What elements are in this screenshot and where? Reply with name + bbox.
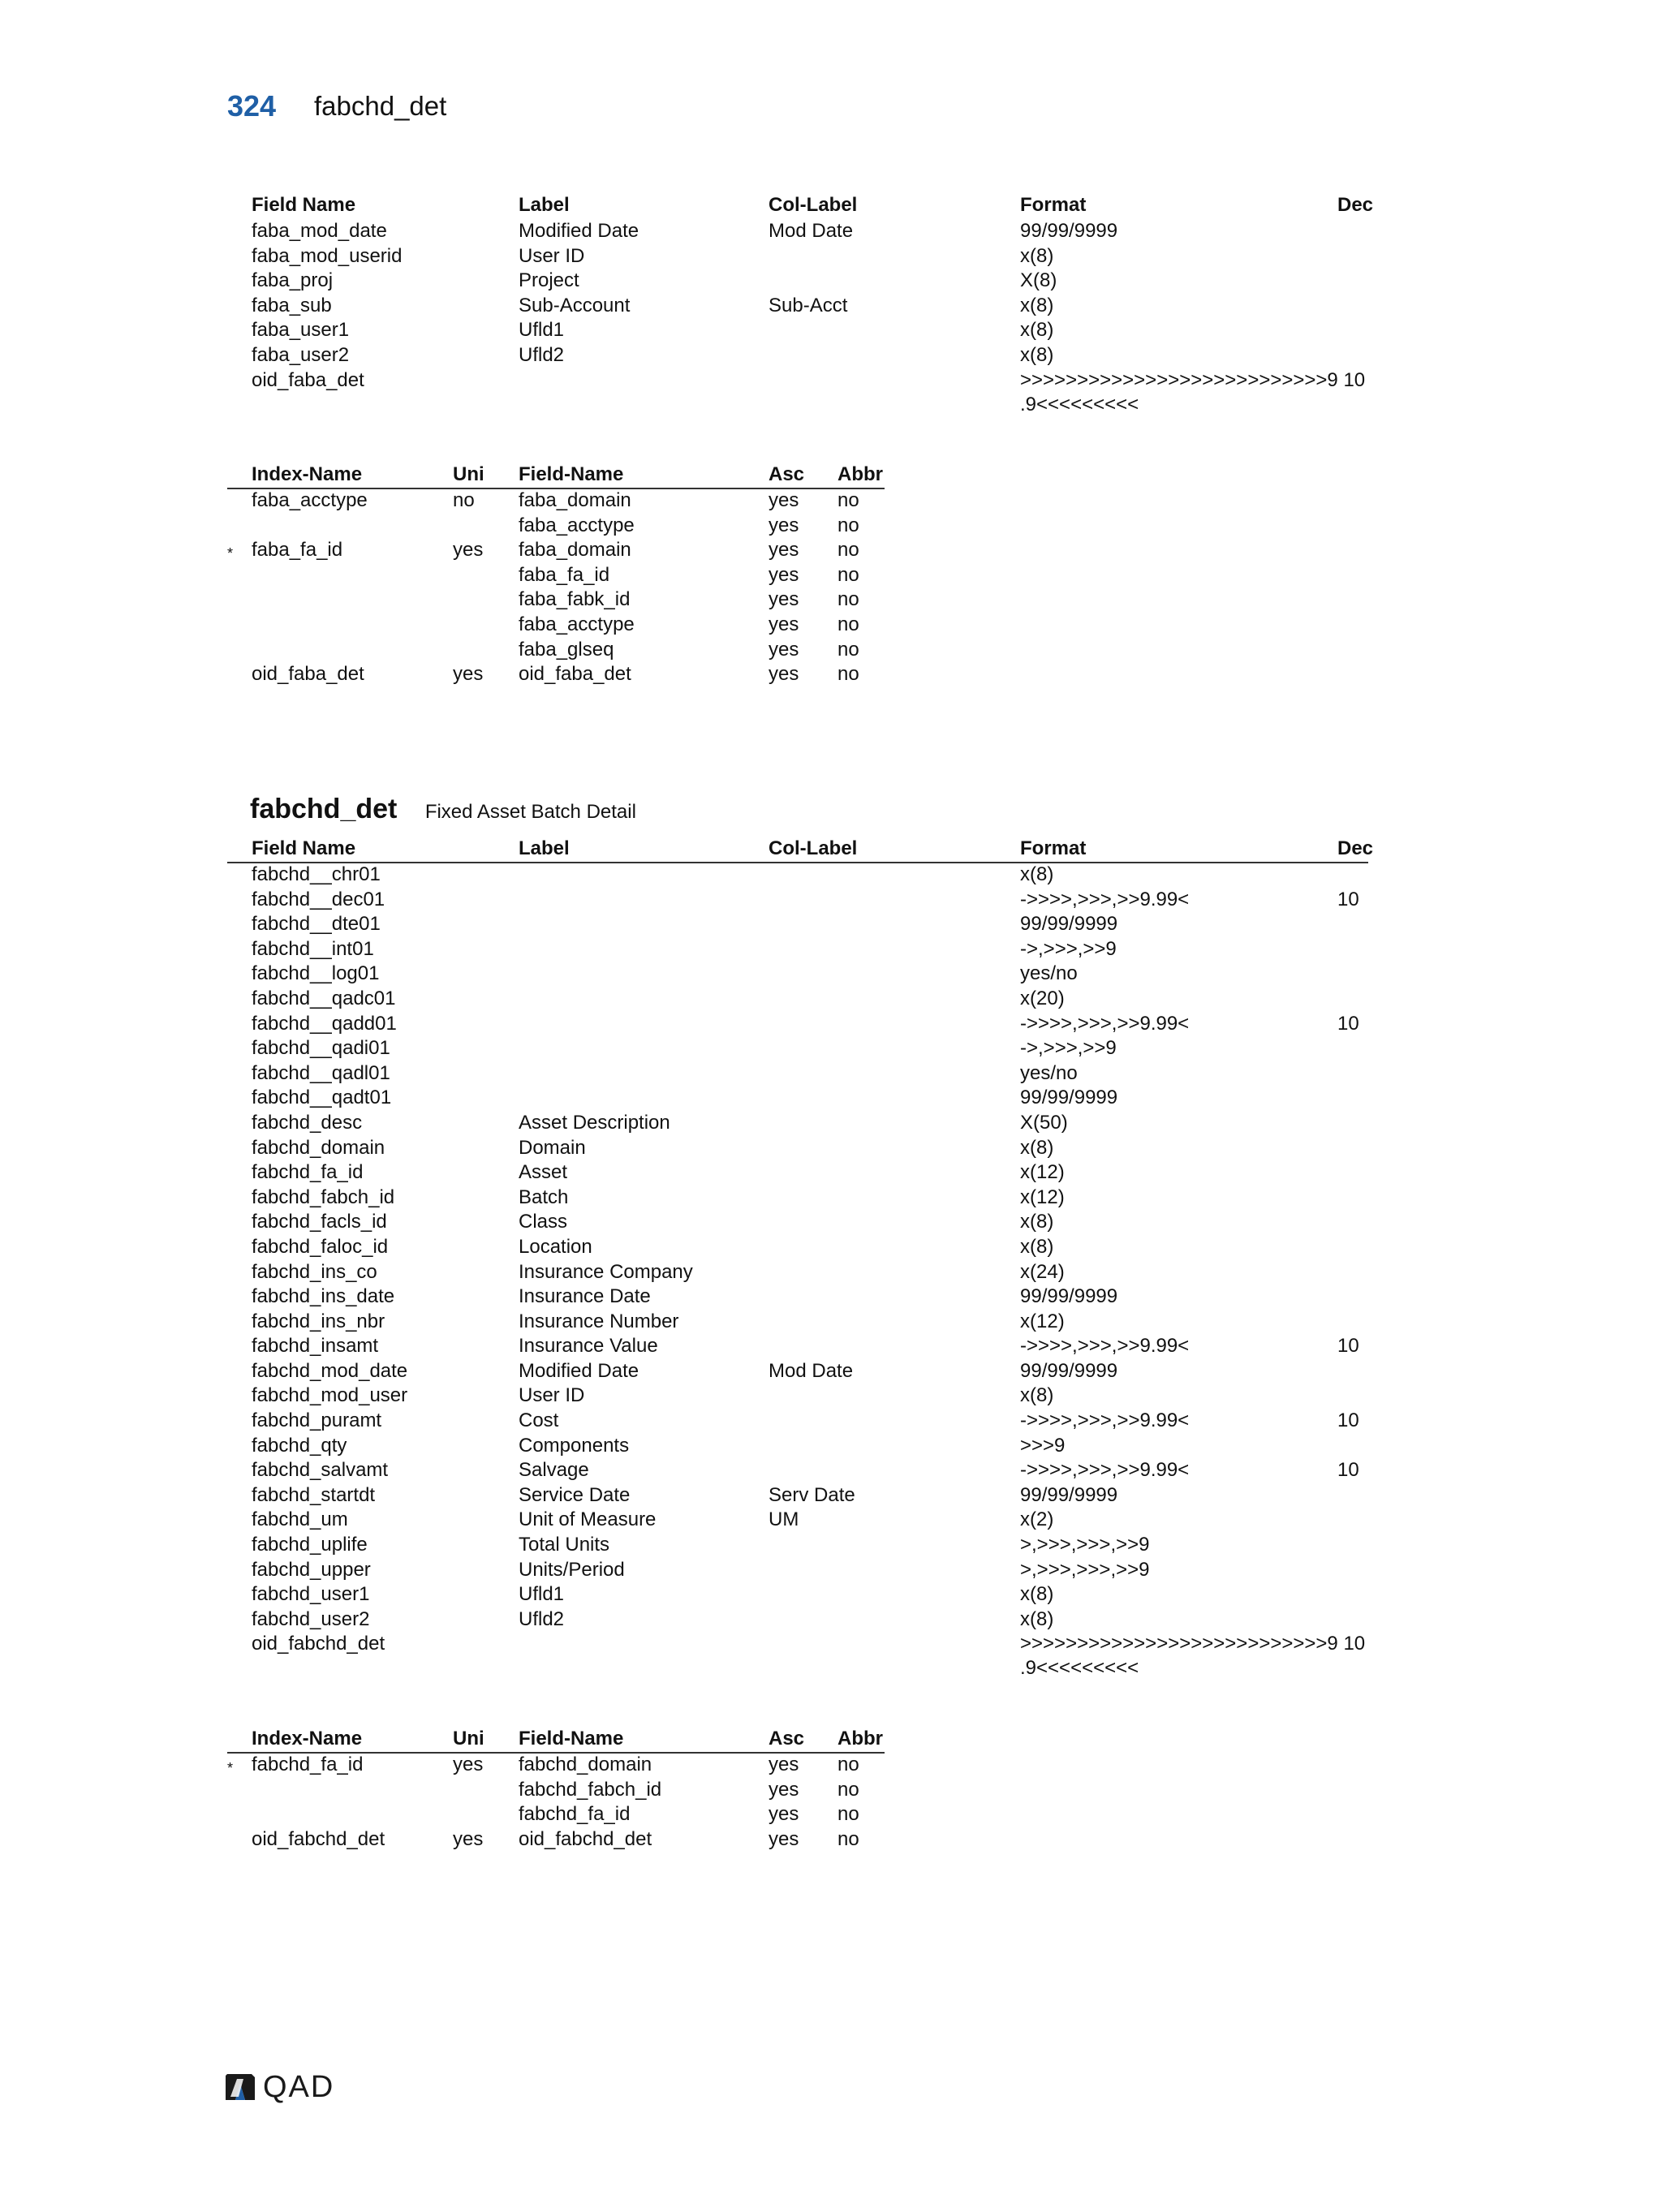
field-dec: 10 <box>1337 1409 1359 1432</box>
field-format: x(2) <box>1020 1508 1054 1531</box>
index-unique: yes <box>453 1827 484 1850</box>
field-format: x(24) <box>1020 1260 1065 1283</box>
field-row <box>227 1186 1380 1211</box>
field-name: fabchd__qadc01 <box>252 987 396 1009</box>
table-name: fabchd_det <box>250 794 398 824</box>
field-format: x(8) <box>1020 863 1054 885</box>
field-name: fabchd_user2 <box>252 1607 370 1630</box>
field-name: fabchd_puramt <box>252 1409 382 1432</box>
field-row <box>227 219 1380 244</box>
field-format: ->>>>,>>>,>>9.99< <box>1020 888 1190 910</box>
field-col-label: Sub-Acct <box>769 294 848 316</box>
field-name: fabchd_ins_nbr <box>252 1310 385 1332</box>
field-label: Asset <box>519 1161 568 1184</box>
header-uni: Uni <box>453 463 484 485</box>
field-name: faba_proj <box>252 269 334 292</box>
qad-logo <box>224 2071 334 2103</box>
index-row <box>227 638 1380 663</box>
index-row <box>227 587 1380 613</box>
header-abbr: Abbr <box>837 463 883 485</box>
index-ascending: yes <box>769 588 799 611</box>
field-format: X(8) <box>1020 269 1057 292</box>
field-row <box>227 1061 1380 1087</box>
field-label: Salvage <box>519 1459 589 1482</box>
field-row <box>227 962 1380 987</box>
field-row <box>227 937 1380 962</box>
field-label: User ID <box>519 244 585 267</box>
index-name: oid_fabchd_det <box>252 1827 385 1850</box>
header-index-name: Index-Name <box>252 1728 363 1749</box>
field-row <box>227 1334 1380 1359</box>
field-format: X(50) <box>1020 1111 1068 1134</box>
index-ascending: yes <box>769 1778 799 1801</box>
index-abbreviated: no <box>837 613 859 635</box>
field-row <box>227 1483 1380 1508</box>
field-row <box>227 912 1380 937</box>
field-format: >>>>>>>>>>>>>>>>>>>>>>>>>>>9 10 .9<<<<<<<<< <box>1020 368 1366 415</box>
field-row <box>227 343 1380 368</box>
qad-logo-icon <box>224 2072 256 2102</box>
field-row <box>227 987 1380 1012</box>
index-row <box>227 563 1380 588</box>
field-row <box>227 1136 1380 1161</box>
field-row <box>227 1533 1380 1558</box>
field-name: fabchd_qty <box>252 1434 347 1457</box>
field-format: x(8) <box>1020 343 1054 366</box>
field-row <box>227 1359 1380 1384</box>
index-ascending: yes <box>769 1827 799 1850</box>
primary-index-marker: * <box>227 1760 234 1776</box>
index-row <box>227 613 1380 638</box>
field-name: fabchd_mod_user <box>252 1384 408 1407</box>
field-label: Domain <box>519 1136 586 1159</box>
index-abbreviated: no <box>837 539 859 562</box>
index-name: oid_faba_det <box>252 663 364 686</box>
field-format: x(8) <box>1020 244 1054 267</box>
field-row <box>227 1558 1380 1583</box>
field-name: fabchd__chr01 <box>252 863 381 885</box>
field-row <box>227 1285 1380 1310</box>
index-name: faba_fa_id <box>252 539 343 562</box>
field-format: ->>>>,>>>,>>9.99< <box>1020 1409 1190 1432</box>
field-name: fabchd_salvamt <box>252 1459 389 1482</box>
field-name: fabchd__qadt01 <box>252 1087 392 1109</box>
field-format: x(8) <box>1020 1211 1054 1233</box>
header-field-name: Field-Name <box>519 1728 624 1749</box>
field-row <box>227 888 1380 913</box>
field-name: fabchd__log01 <box>252 962 380 985</box>
field-format: 99/99/9999 <box>1020 913 1118 936</box>
field-row <box>227 269 1380 294</box>
field-name: fabchd_mod_date <box>252 1359 408 1382</box>
field-row <box>227 1111 1380 1136</box>
index-ascending: yes <box>769 663 799 686</box>
field-row <box>227 1384 1380 1409</box>
field-label: Cost <box>519 1409 559 1432</box>
field-format: >,>>>,>>>,>>9 <box>1020 1534 1150 1556</box>
index-unique: no <box>453 489 475 511</box>
field-format: >>>9 <box>1020 1434 1066 1457</box>
field-name: oid_faba_det <box>252 368 364 391</box>
field-row <box>227 1458 1380 1483</box>
field-format: x(8) <box>1020 1384 1054 1407</box>
header-asc: Asc <box>769 463 805 485</box>
field-label: Insurance Company <box>519 1260 693 1283</box>
index-field-name: faba_acctype <box>519 514 635 536</box>
field-name: faba_mod_userid <box>252 244 403 267</box>
header-abbr: Abbr <box>837 1728 883 1749</box>
field-row <box>227 244 1380 269</box>
faba-fields-table <box>227 193 1380 418</box>
header-col-label: Col-Label <box>769 194 858 216</box>
index-table-header <box>227 463 1380 488</box>
field-name: fabchd_startdt <box>252 1483 376 1506</box>
index-field-name: faba_domain <box>519 539 631 562</box>
index-field-name: oid_fabchd_det <box>519 1827 652 1850</box>
header-label: Label <box>519 837 570 859</box>
page-title: fabchd_det <box>314 91 447 121</box>
field-table-header <box>227 837 1380 863</box>
field-name: fabchd_faloc_id <box>252 1235 389 1258</box>
index-row <box>227 662 1380 687</box>
field-row <box>227 318 1380 343</box>
index-abbreviated: no <box>837 563 859 586</box>
field-format: 99/99/9999 <box>1020 220 1118 242</box>
field-label: Insurance Value <box>519 1335 658 1358</box>
field-format: ->>>>,>>>,>>9.99< <box>1020 1335 1190 1358</box>
field-label: Total Units <box>519 1534 610 1556</box>
index-row <box>227 514 1380 539</box>
header-col-label: Col-Label <box>769 837 858 859</box>
index-ascending: yes <box>769 539 799 562</box>
header-format: Format <box>1020 837 1087 859</box>
faba-index-table <box>227 463 1380 687</box>
field-name: faba_mod_date <box>252 220 387 242</box>
header-index-name: Index-Name <box>252 463 363 485</box>
field-dec: 10 <box>1337 888 1359 910</box>
field-format: x(20) <box>1020 987 1065 1009</box>
primary-index-marker: * <box>227 545 234 562</box>
index-abbreviated: no <box>837 588 859 611</box>
index-field-name: faba_glseq <box>519 638 614 661</box>
field-row <box>227 1632 1380 1681</box>
field-name: fabchd_fabch_id <box>252 1186 395 1208</box>
index-field-name: faba_domain <box>519 489 631 511</box>
index-field-name: oid_faba_det <box>519 663 631 686</box>
field-format: x(12) <box>1020 1186 1065 1208</box>
field-name: fabchd__qadd01 <box>252 1012 397 1035</box>
index-field-name: faba_acctype <box>519 613 635 635</box>
index-unique: yes <box>453 1754 484 1775</box>
header-dec: Dec <box>1337 194 1374 216</box>
field-name: oid_fabchd_det <box>252 1633 385 1655</box>
fabchd-index-table <box>227 1727 1380 1852</box>
field-dec: 10 <box>1337 1335 1359 1358</box>
field-format: 99/99/9999 <box>1020 1359 1118 1382</box>
field-format: >,>>>,>>>,>>9 <box>1020 1558 1150 1581</box>
index-abbreviated: no <box>837 663 859 686</box>
field-name: fabchd__dte01 <box>252 913 381 936</box>
field-format: x(8) <box>1020 1583 1054 1606</box>
field-row <box>227 1310 1380 1335</box>
field-format: x(12) <box>1020 1310 1065 1332</box>
field-format: x(8) <box>1020 1235 1054 1258</box>
field-name: faba_user2 <box>252 343 350 366</box>
field-name: fabchd_user1 <box>252 1583 370 1606</box>
field-table-header <box>227 193 1380 219</box>
field-format: ->>>>,>>>,>>9.99< <box>1020 1012 1190 1035</box>
field-dec: 10 <box>1337 1012 1359 1035</box>
field-label: Insurance Number <box>519 1310 679 1332</box>
index-ascending: yes <box>769 489 799 511</box>
field-label: Asset Description <box>519 1111 670 1134</box>
field-name: faba_sub <box>252 294 332 316</box>
field-name: fabchd_facls_id <box>252 1211 387 1233</box>
field-name: fabchd__dec01 <box>252 888 385 910</box>
field-label: Modified Date <box>519 1359 639 1382</box>
field-label: Components <box>519 1434 630 1457</box>
index-abbreviated: no <box>837 1754 859 1775</box>
field-name: fabchd_fa_id <box>252 1161 364 1184</box>
index-ascending: yes <box>769 1754 799 1775</box>
index-abbreviated: no <box>837 638 859 661</box>
field-format: yes/no <box>1020 1061 1078 1084</box>
index-table-header <box>227 1727 1380 1753</box>
field-row <box>227 1086 1380 1111</box>
header-label: Label <box>519 194 570 216</box>
field-row <box>227 1607 1380 1633</box>
field-label: Unit of Measure <box>519 1508 657 1531</box>
field-label: Insurance Date <box>519 1285 651 1308</box>
index-name: faba_acctype <box>252 489 368 511</box>
field-row <box>227 1012 1380 1037</box>
index-abbreviated: no <box>837 514 859 536</box>
index-field-name: faba_fabk_id <box>519 588 631 611</box>
index-abbreviated: no <box>837 1827 859 1850</box>
field-format: 99/99/9999 <box>1020 1087 1118 1109</box>
header-asc: Asc <box>769 1728 805 1749</box>
field-format: 99/99/9999 <box>1020 1483 1118 1506</box>
field-col-label: Serv Date <box>769 1483 855 1506</box>
field-row <box>227 1260 1380 1285</box>
field-row <box>227 1434 1380 1459</box>
field-format: x(8) <box>1020 294 1054 316</box>
field-col-label: Mod Date <box>769 1359 854 1382</box>
index-unique: yes <box>453 539 484 562</box>
field-name: fabchd_um <box>252 1508 348 1531</box>
field-row <box>227 1409 1380 1434</box>
page-number: 324 <box>227 89 277 123</box>
field-row <box>227 863 1380 888</box>
field-row <box>227 1210 1380 1235</box>
field-name: fabchd__qadi01 <box>252 1037 390 1060</box>
field-dec: 10 <box>1337 1459 1359 1482</box>
field-format: x(8) <box>1020 1136 1054 1159</box>
field-name: fabchd_ins_date <box>252 1285 395 1308</box>
field-label: Ufld2 <box>519 343 565 366</box>
field-name: fabchd_desc <box>252 1111 363 1134</box>
fabchd-fields-table <box>227 837 1380 1681</box>
field-name: fabchd_uplife <box>252 1534 368 1556</box>
field-label: Ufld2 <box>519 1607 565 1630</box>
field-format: x(8) <box>1020 1607 1054 1630</box>
field-format: yes/no <box>1020 962 1078 985</box>
logo-text: QAD <box>263 2069 335 2104</box>
table-title <box>250 794 636 825</box>
field-name: faba_user1 <box>252 319 350 342</box>
field-format: 99/99/9999 <box>1020 1285 1118 1308</box>
field-row <box>227 294 1380 319</box>
index-abbreviated: no <box>837 1778 859 1801</box>
index-row <box>227 1753 1380 1778</box>
header-field-name: Field Name <box>252 837 356 859</box>
header-field-name: Field-Name <box>519 463 624 485</box>
index-unique: yes <box>453 663 484 686</box>
field-label: Modified Date <box>519 220 639 242</box>
field-format: x(8) <box>1020 319 1054 342</box>
index-field-name: fabchd_fabch_id <box>519 1778 662 1801</box>
field-label: Batch <box>519 1186 569 1208</box>
field-row <box>227 368 1380 418</box>
field-name: fabchd_insamt <box>252 1335 379 1358</box>
index-abbreviated: no <box>837 489 859 511</box>
index-row <box>227 1802 1380 1827</box>
field-label: Class <box>519 1211 568 1233</box>
field-row <box>227 1582 1380 1607</box>
header-format: Format <box>1020 194 1087 216</box>
header-dec: Dec <box>1337 837 1374 859</box>
header-field-name: Field Name <box>252 194 356 216</box>
field-name: fabchd__qadl01 <box>252 1061 390 1084</box>
field-name: fabchd_domain <box>252 1136 385 1159</box>
header-uni: Uni <box>453 1728 484 1749</box>
index-ascending: yes <box>769 638 799 661</box>
index-field-name: fabchd_domain <box>519 1754 652 1775</box>
index-name: fabchd_fa_id <box>252 1754 364 1775</box>
index-row <box>227 538 1380 563</box>
field-name: fabchd_upper <box>252 1558 371 1581</box>
field-label: Units/Period <box>519 1558 625 1581</box>
field-format: ->,>>>,>>9 <box>1020 1037 1117 1060</box>
index-row <box>227 488 1380 514</box>
field-label: Sub-Account <box>519 294 631 316</box>
field-name: fabchd_ins_co <box>252 1260 377 1283</box>
index-field-name: fabchd_fa_id <box>519 1803 631 1826</box>
field-format: x(12) <box>1020 1161 1065 1184</box>
index-ascending: yes <box>769 514 799 536</box>
index-abbreviated: no <box>837 1803 859 1826</box>
field-label: Service Date <box>519 1483 631 1506</box>
field-row <box>227 1235 1380 1260</box>
field-label: Location <box>519 1235 592 1258</box>
field-label: Ufld1 <box>519 1583 565 1606</box>
field-format: ->>>>,>>>,>>9.99< <box>1020 1459 1190 1482</box>
index-row <box>227 1778 1380 1803</box>
field-format: >>>>>>>>>>>>>>>>>>>>>>>>>>>9 10 .9<<<<<<<<< <box>1020 1633 1366 1680</box>
index-ascending: yes <box>769 1803 799 1826</box>
field-name: fabchd__int01 <box>252 937 374 960</box>
field-label: Ufld1 <box>519 319 565 342</box>
field-row <box>227 1036 1380 1061</box>
field-label: User ID <box>519 1384 585 1407</box>
field-label: Project <box>519 269 579 292</box>
index-row <box>227 1827 1380 1853</box>
index-ascending: yes <box>769 563 799 586</box>
table-description: Fixed Asset Batch Detail <box>424 801 636 823</box>
field-row <box>227 1508 1380 1533</box>
field-format: ->,>>>,>>9 <box>1020 937 1117 960</box>
index-ascending: yes <box>769 613 799 635</box>
field-row <box>227 1160 1380 1186</box>
field-col-label: UM <box>769 1508 799 1531</box>
field-col-label: Mod Date <box>769 220 854 242</box>
index-field-name: faba_fa_id <box>519 563 610 586</box>
